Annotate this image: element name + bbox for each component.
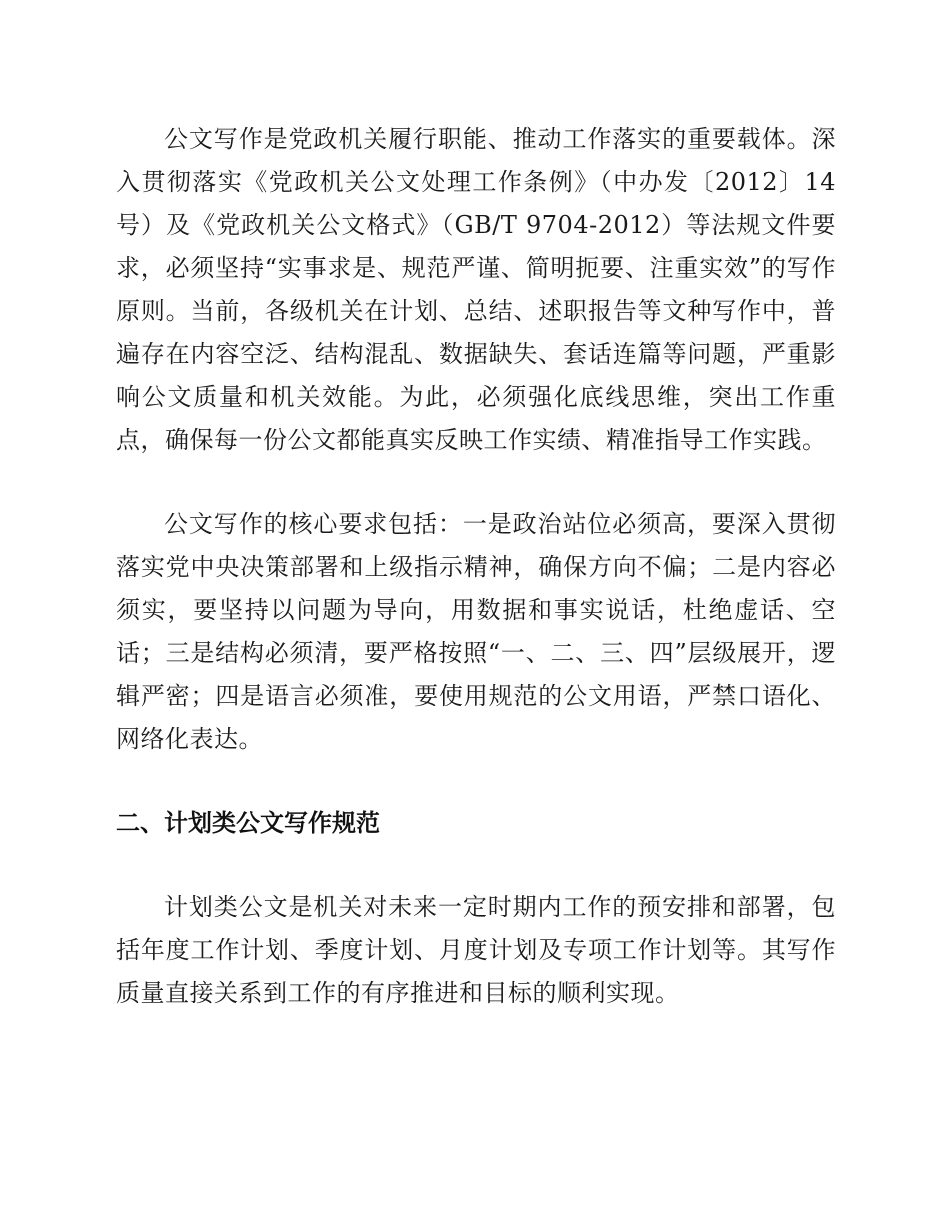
document-body [116, 118, 836, 1015]
paragraph-spacer [116, 845, 836, 886]
paragraph-spacer [116, 761, 836, 802]
intro-paragraph-1: 公文写作是党政机关履行职能、推动工作落实的重要载体。深入贯彻落实《党政机关公文处理工作条例》（中办发〔2012〕14号）及《党政机关公文格式》（GB/T 9704-2012）等法规文件要求，必须坚持“实事求是、规范严谨、简明扼要、注重实效”的写作原则。当前，各级机关在计划、总结、述职报告等文种写作中，普遍存在内容空泛、结构混乱、数据缺失、套话连篇等问题，严重影响公文质量和机关效能。为此，必须强化底线思维，突出工作重点，确保每一份公文都能真实反映工作实绩、精准指导工作实践。 [116, 125, 836, 454]
intro-paragraph-2: 公文写作的核心要求包括：一是政治站位必须高，要深入贯彻落实党中央决策部署和上级指示精神，确保方向不偏；二是内容必须实，要坚持以问题为导向，用数据和事实说话，杜绝虚话、空话；三是结构必须清，要严格按照“一、二、三、四”层级展开，逻辑严密；四是语言必须准，要使用规范的公文用语，严禁口语化、网络化表达。 [116, 510, 836, 753]
paragraph-spacer [116, 462, 836, 503]
section-paragraph: 计划类公文是机关对未来一定时期内工作的预安排和部署，包括年度工作计划、季度计划、月度计划及专项工作计划等。其写作质量直接关系到工作的有序推进和目标的顺利实现。 [116, 893, 836, 1007]
section-heading: 二、计划类公文写作规范 [116, 809, 380, 837]
